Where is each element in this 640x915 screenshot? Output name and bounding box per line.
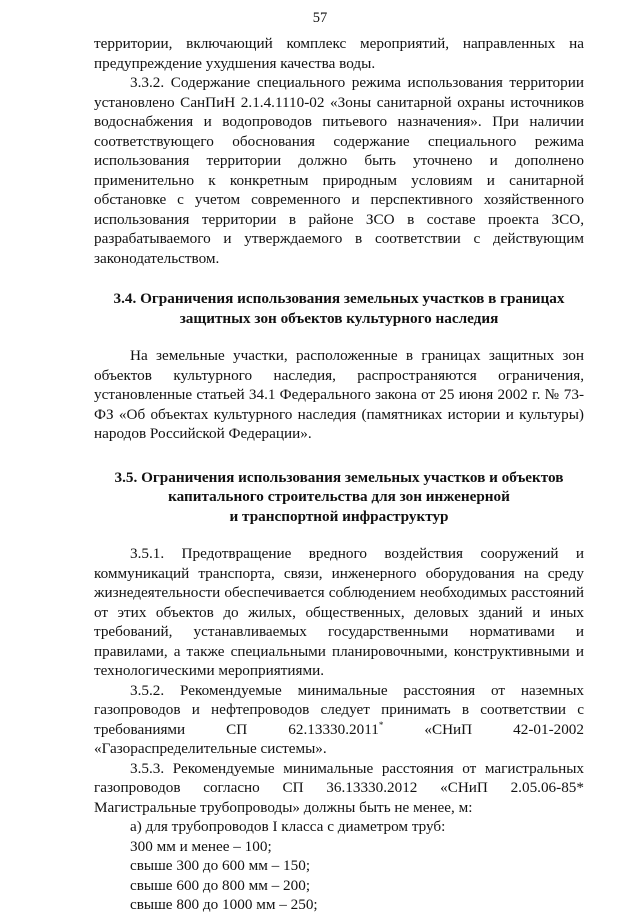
- section-heading-3-4: 3.4. Ограничения использования земельных участков в границах защитных зон объектов культурного наследия: [113, 290, 565, 327]
- paragraph-3-5-1: 3.5.1. Предотвращение вредного воздействия сооружений и коммуникаций транспорта, связи, инженерного оборудования на среду жизнедеятельности обеспечивается соблюдением необходимых расстояний от этих объектов до жилых, общественных, деловых зданий и иных требований, устанавливаемых государственными нормативами и правилами, а также специальными планировочными, конструктивными и технологическими мероприятиями.: [94, 545, 584, 679]
- paragraph-3-5-2: [94, 681, 584, 759]
- paragraph-3-5-2-text: 3.5.2. Рекомендуемые минимальные расстояния от наземных газопроводов и нефтепроводов следует принимать в соответствии с требованиями СП 62.13330.2011: [94, 681, 584, 738]
- paragraph-3-3-2: 3.3.2. Содержание специального режима использования территории установлено СанПиН 2.1.4.1110-02 «Зоны санитарной охраны источников водоснабжения и водопроводов питьевого назначения». При наличии соответствующего обоснования содержание специального режима использования территории должно быть уточнено и дополнено применительно к конкретным природным условиям и санитарной обстановке с учетом современного и перспективного хозяйственного использования территории в районе ЗСО в составе проекта ЗСО, разрабатываемого и утверждаемого в соответствии с действующим законодательством.: [94, 74, 584, 267]
- document-body: [94, 34, 584, 915]
- page-number: 57: [312, 10, 328, 26]
- list-item: свыше 800 до 1000 мм – 250;: [130, 896, 318, 913]
- section-heading-3-5-line-2: капитального строительства для зон инженерной: [168, 488, 510, 505]
- list-item: 300 мм и менее – 100;: [130, 837, 272, 855]
- list-intro: а) для трубопроводов I класса с диаметром труб:: [130, 818, 446, 835]
- section-heading-3-5-line-3: и транспортной инфраструктур: [229, 507, 449, 525]
- paragraph-3-5-2-tail: «СНиП 42-01-2002 «Газораспределительные системы».: [94, 720, 584, 757]
- section-heading-3-5: [94, 468, 584, 527]
- list-item: свыше 300 до 600 мм – 150;: [130, 857, 311, 874]
- paragraph-cultural-heritage: На земельные участки, расположенные в границах защитных зон объектов культурного наследия, распространяются ограничения, установленные статьей 34.1 Федерального закона от 25 июня 2002 г. № 73-ФЗ «Об объектах культурного наследия (памятниках истории и культуры) народов Российской Федерации».: [94, 347, 584, 442]
- paragraph-continuation: территории, включающий комплекс мероприятий, направленных на предупреждение ухудшения качества воды.: [94, 35, 584, 72]
- paragraph-3-5-3: 3.5.3. Рекомендуемые минимальные расстояния от магистральных газопроводов согласно СП 36.13330.2012 «СНиП 2.05.06-85* Магистральные трубопроводы» должны быть не менее, м:: [94, 759, 584, 816]
- section-heading-3-5-line-1: 3.5. Ограничения использования земельных участков и объектов: [114, 468, 564, 486]
- footnote-mark: *: [378, 719, 384, 730]
- list-item: свыше 600 до 800 мм – 200;: [130, 876, 311, 894]
